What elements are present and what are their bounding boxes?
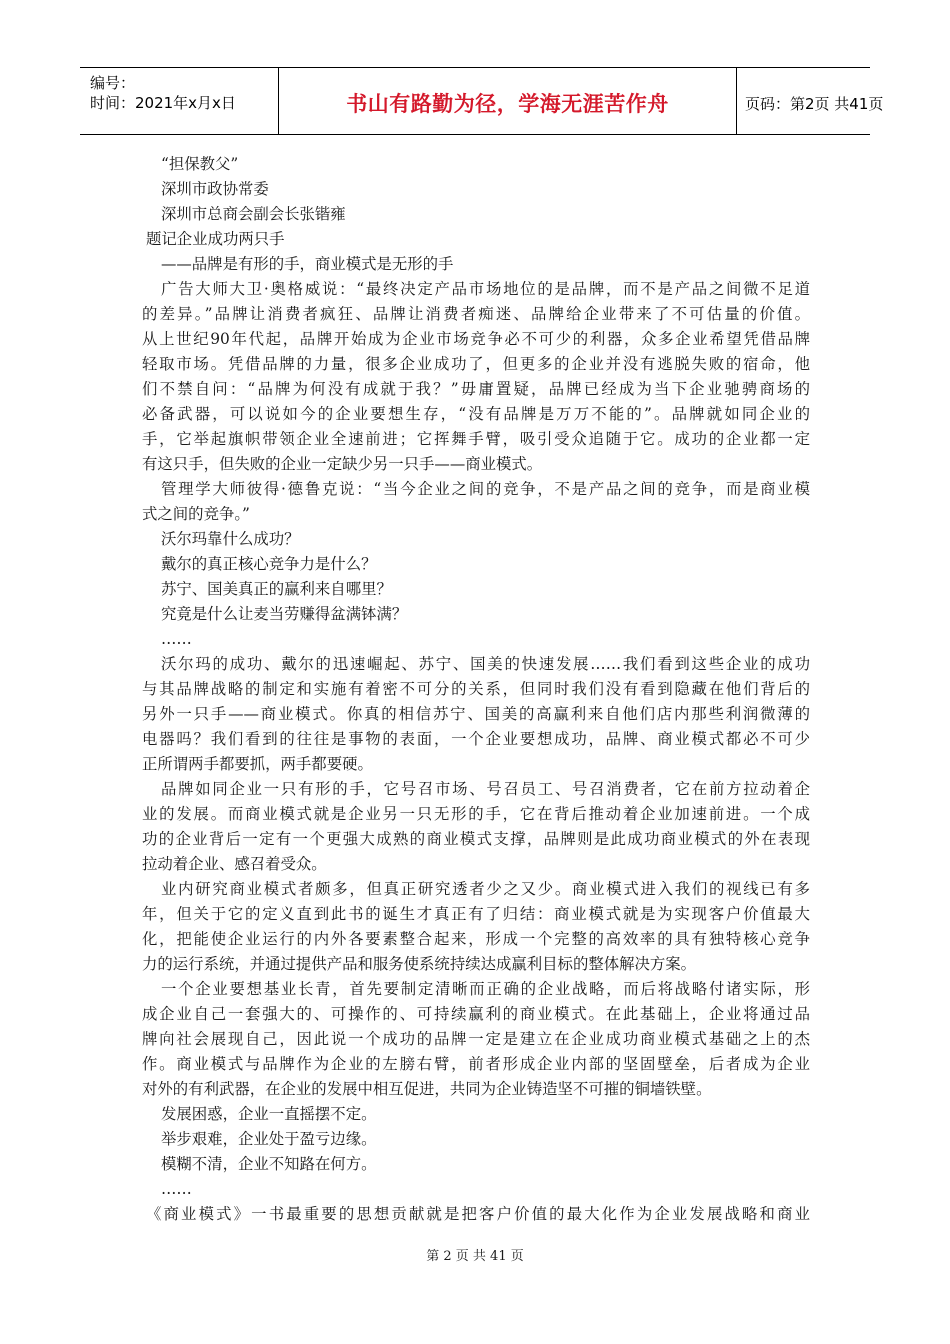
text-line: ——品牌是有形的手，商业模式是无形的手	[161, 255, 454, 273]
text-line: 与其品牌战略的制定和实施有着密不可分的关系，但同时我们没有看到隐藏在他们背后的	[142, 680, 810, 698]
text-line: 沃尔玛靠什么成功？	[161, 530, 300, 548]
text-line: 广告大师大卫·奥格威说：“最终决定产品市场地位的是品牌，而不是产品之间微不足道	[161, 280, 810, 298]
text-line: “担保教父”	[161, 155, 239, 173]
document-number-label: 编号：	[90, 74, 136, 92]
text-line: 正所谓两手都要抓，两手都要硬。	[142, 755, 373, 773]
text-line: 一个企业要想基业长青，首先要制定清晰而正确的企业战略，而后将战略付诸实际，形	[161, 980, 810, 998]
text-line: 《商业模式》一书最重要的思想贡献就是把客户价值的最大化作为企业发展战略和商业	[146, 1205, 810, 1223]
text-line: ……	[161, 1180, 192, 1198]
text-line: 另外一只手——商业模式。你真的相信苏宁、国美的高赢利来自他们店内那些利润微薄的	[142, 705, 810, 723]
text-line: 业的发展。而商业模式就是企业另一只无形的手，它在背后推动着企业加速前进。一个成	[142, 805, 810, 823]
text-line: 有这只手，但失败的企业一定缺少另一只手——商业模式。	[142, 455, 543, 473]
header-page-cell	[737, 68, 884, 134]
text-line: 牌向社会展现自己，因此说一个成功的品牌一定是建立在企业成功商业模式基础之上的杰	[142, 1030, 810, 1048]
text-line: 业内研究商业模式者颇多，但真正研究透者少之又少。商业模式进入我们的视线已有多	[161, 880, 810, 898]
header-page-info: 页码：第2页 共41页	[745, 95, 884, 113]
text-line: 举步艰难，企业处于盈亏边缘。	[161, 1130, 377, 1148]
text-line: 品牌如同企业一只有形的手，它号召市场、号召员工、号召消费者，它在前方拉动着企	[161, 780, 810, 798]
document-date-label: 时间：2021年x月x日	[90, 94, 236, 112]
header-meta-cell	[80, 68, 278, 134]
text-line: 的差异。”品牌让消费者疯狂、品牌让消费者痴迷、品牌给企业带来了不可估量的价值。	[142, 305, 810, 323]
text-line: 戴尔的真正核心竞争力是什么？	[161, 555, 377, 573]
text-line: 沃尔玛的成功、戴尔的迅速崛起、苏宁、国美的快速发展……我们看到这些企业的成功	[161, 655, 810, 673]
header-table	[80, 67, 884, 135]
text-line: 管理学大师彼得·德鲁克说：“当今企业之间的竞争，不是产品之间的竞争，而是商业模	[161, 480, 810, 498]
text-line: 们不禁自问：“品牌为何没有成就于我？”毋庸置疑，品牌已经成为当下企业驰骋商场的	[142, 380, 810, 398]
header-motto: 书山有路勤为径，学海无涯苦作舟	[346, 92, 669, 116]
text-line: 轻取市场。凭借品牌的力量，很多企业成功了，但更多的企业并没有逃脱失败的宿命，他	[142, 355, 810, 373]
text-line: 必备武器，可以说如今的企业要想生存，“没有品牌是万万不能的”。品牌就如同企业的	[142, 405, 810, 423]
text-line: 题记企业成功两只手	[146, 230, 285, 248]
text-line: 力的运行系统，并通过提供产品和服务使系统持续达成赢利目标的整体解决方案。	[142, 955, 697, 973]
text-line: 拉动着企业、感召着受众。	[142, 855, 327, 873]
text-line: 深圳市总商会副会长张锴雍	[161, 205, 346, 223]
header-motto-cell	[278, 68, 737, 134]
text-line: 模糊不清，企业不知路在何方。	[161, 1155, 377, 1173]
text-line: 作。商业模式与品牌作为企业的左膀右臂，前者形成企业内部的坚固壁垒，后者成为企业	[142, 1055, 810, 1073]
text-line: 对外的有利武器，在企业的发展中相互促进，共同为企业铸造坚不可摧的铜墙铁壁。	[142, 1080, 712, 1098]
text-line: 深圳市政协常委	[161, 180, 269, 198]
text-line: 年，但关于它的定义直到此书的诞生才真正有了归结：商业模式就是为实现客户价值最大	[142, 905, 810, 923]
text-line: 成企业自己一套强大的、可操作的、可持续赢利的商业模式。在此基础上，企业将通过品	[142, 1005, 810, 1023]
page-footer: 第 2 页 共 41 页	[426, 1249, 524, 1264]
text-line: 从上世纪90年代起，品牌开始成为企业市场竞争必不可少的利器，众多企业希望凭借品牌	[142, 330, 810, 348]
text-line: 电器吗？我们看到的往往是事物的表面，一个企业要想成功，品牌、商业模式都必不可少	[142, 730, 810, 748]
text-line: 手，它举起旗帜带领企业全速前进；它挥舞手臂，吸引受众追随于它。成功的企业都一定	[142, 430, 810, 448]
text-line: 式之间的竞争。”	[142, 505, 250, 523]
text-line: 化，把能使企业运行的内外各要素整合起来，形成一个完整的高效率的具有独特核心竞争	[142, 930, 810, 948]
text-line: 究竟是什么让麦当劳赚得盆满钵满？	[161, 605, 408, 623]
text-line: ……	[161, 630, 192, 648]
text-line: 功的企业背后一定有一个更强大成熟的商业模式支撑，品牌则是此成功商业模式的外在表现	[142, 830, 810, 848]
text-line: 苏宁、国美真正的赢利来自哪里？	[161, 580, 392, 598]
text-line: 发展困惑，企业一直摇摆不定。	[161, 1105, 377, 1123]
